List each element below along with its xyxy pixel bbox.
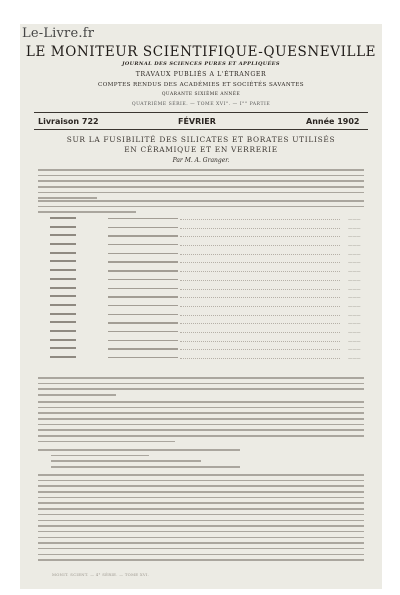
divider [34, 112, 368, 113]
divider [34, 129, 368, 130]
journal-title: LE MONITEUR SCIENTIFIQUE-QUESNEVILLE [25, 44, 377, 60]
article-author: Par M. A. Granger. [172, 157, 230, 164]
issue-number: Livraison 722 [38, 117, 99, 126]
body-paragraph [38, 377, 364, 400]
body-paragraph [38, 474, 364, 565]
data-table: ——— ——— ——— ——— ——— ——— ——— ——— ——— ——— ——— ——— ——— ——— ——— ——— ——— [50, 216, 360, 364]
body-paragraph [38, 200, 364, 217]
masthead-series: QUATRIÈME SÉRIE. — TOME XVI°. — I°° PARTIE [131, 102, 271, 107]
page-footer: MONIT. SCIENT. — 4° SÉRIE. — TOME XVI. [52, 572, 150, 577]
watermark-seller: Le-Livre.fr [22, 26, 95, 41]
enumerated-list [38, 449, 364, 472]
body-paragraph [38, 401, 364, 447]
masthead-line: COMPTES RENDUS DES ACADÉMIES ET SOCIÉTÉS SAVANTES [98, 82, 304, 88]
masthead-line: QUARANTE SIXIÈME ANNÉE [161, 92, 241, 97]
issue-year: Année 1902 [306, 117, 360, 126]
scanned-page [20, 24, 382, 589]
article-title: SUR LA FUSIBILITÉ DES SILICATES ET BORATES UTILISÉS EN CÉRAMIQUE ET EN VERRERIE [66, 135, 336, 154]
body-paragraph [38, 169, 364, 203]
issue-month: FÉVRIER [178, 117, 216, 126]
masthead-line: TRAVAUX PUBLIÉS A L'ÉTRANGER [135, 71, 267, 78]
journal-subtitle: JOURNAL DES SCIENCES PURES ET APPLIQUÉES [122, 61, 280, 67]
